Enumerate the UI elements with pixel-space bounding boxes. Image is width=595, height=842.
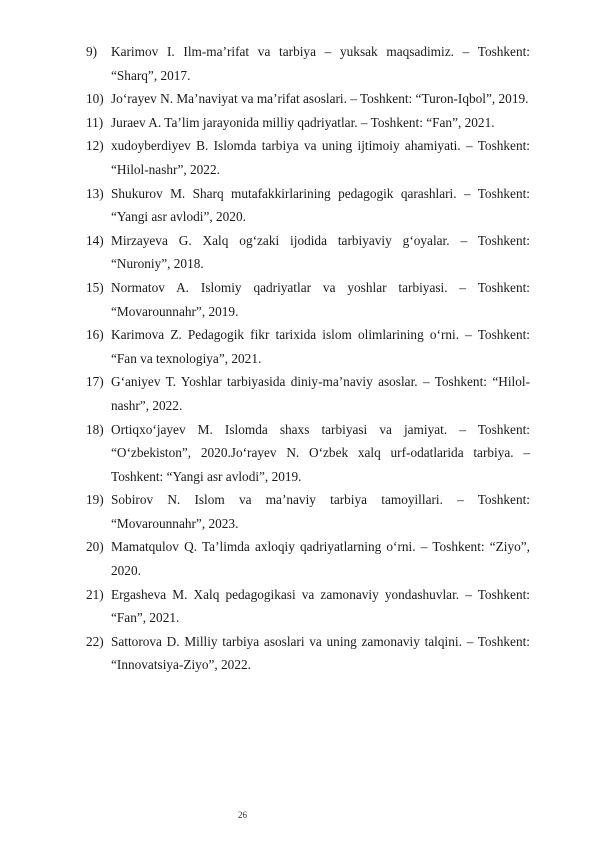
reference-number: 13)	[86, 185, 104, 201]
reference-item	[86, 182, 530, 229]
reference-list	[86, 40, 530, 677]
reference-number: 15)	[86, 279, 104, 295]
reference-text: G‘aniyev T. Yoshlar tarbiyasida diniy-ma’naviy asoslar. – Toshkent: “Hilol-nashr”, 2022.	[111, 374, 530, 413]
reference-text: Normatov A. Islomiy qadriyatlar va yoshlar tarbiyasi. – Toshkent: “Movarounnahr”, 2019.	[111, 279, 530, 319]
reference-item	[86, 111, 530, 135]
reference-number: 19)	[86, 492, 104, 508]
reference-number: 16)	[86, 327, 104, 343]
reference-item	[86, 87, 530, 111]
reference-number: 14)	[86, 232, 104, 248]
reference-number: 10)	[86, 91, 104, 107]
reference-item	[86, 229, 530, 276]
reference-item	[86, 535, 530, 582]
reference-text: Sobirov N. Islom va ma’naviy tarbiya tamoyillari. – Toshkent: “Movarounnahr”, 2023.	[111, 492, 530, 531]
reference-number: 22)	[86, 633, 104, 649]
reference-item	[86, 418, 530, 489]
reference-item	[86, 583, 530, 630]
reference-item	[86, 370, 530, 417]
reference-number: 20)	[86, 539, 104, 555]
reference-text: Karimova Z. Pedagogik fikr tarixida islom olimlarining o‘rni. – Toshkent: “Fan va texnologiya”, 2021.	[111, 327, 530, 366]
reference-text: Karimov I. Ilm-ma’rifat va tarbiya – yuksak maqsadimiz. – Toshkent: “Sharq”, 2017.	[111, 44, 530, 83]
reference-number: 11)	[86, 114, 104, 130]
reference-number: 21)	[86, 586, 104, 602]
reference-number: 12)	[86, 138, 104, 154]
reference-item	[86, 134, 530, 181]
reference-text: Mirzayeva G. Xalq og‘zaki ijodida tarbiyaviy g‘oyalar. – Toshkent: “Nuroniy”, 2018.	[111, 232, 530, 272]
reference-item	[86, 323, 530, 370]
page-number: 26	[238, 810, 247, 820]
reference-item	[86, 276, 530, 323]
reference-text: Ortiqxo‘jayev M. Islomda shaxs tarbiyasi va jamiyat. – Toshkent: “O‘zbekiston”, 2020.Jo‘rayev N. O‘zbek xalq urf-odatlarida tarbiya. – Toshkent: “Yangi asr avlodi”, 2019.	[111, 421, 530, 484]
reference-text: Jo‘rayev N. Ma’naviyat va ma’rifat asoslari. – Toshkent: “Turon-Iqbol”, 2019.	[111, 91, 529, 107]
reference-number: 9)	[86, 44, 98, 59]
reference-item	[86, 488, 530, 535]
reference-text: Sattorova D. Milliy tarbiya asoslari va uning zamonaviy talqini. – Toshkent: “Innovatsiya-Ziyo”, 2022.	[111, 633, 530, 673]
reference-number: 17)	[86, 374, 104, 390]
reference-text: Mamatqulov Q. Ta’limda axloqiy qadriyatlarning o‘rni. – Toshkent: “Ziyo”, 2020.	[111, 539, 530, 579]
reference-text: xudoyberdiyev B. Islomda tarbiya va uning ijtimoiy ahamiyati. – Toshkent: “Hilol-nashr”, 2022.	[111, 138, 530, 177]
reference-text: Juraev A. Ta’lim jarayonida milliy qadriyatlar. – Toshkent: “Fan”, 2021.	[111, 114, 495, 130]
reference-item	[86, 630, 530, 677]
reference-text: Shukurov M. Sharq mutafakkirlarining pedagogik qarashlari. – Toshkent: “Yangi asr avlodi”, 2020.	[111, 185, 530, 225]
reference-text: Ergasheva M. Xalq pedagogikasi va zamonaviy yondashuvlar. – Toshkent: “Fan”, 2021.	[111, 586, 530, 626]
reference-item	[86, 40, 530, 87]
reference-number: 18)	[86, 421, 104, 437]
